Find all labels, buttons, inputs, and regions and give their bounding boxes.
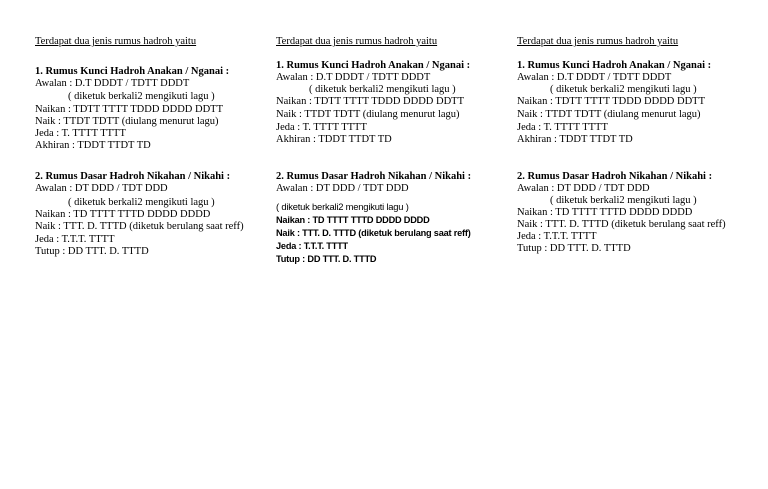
- note-line: ( diketuk berkali2 mengikuti lagu ): [68, 197, 215, 208]
- awalan-line: Awalan : D.T DDDT / TDTT DDDT: [35, 78, 190, 89]
- jeda-line: Jeda : T. TTTT TTTT: [35, 128, 126, 139]
- naikan-line: Naikan : TDTT TTTT TDDD DDDD DDTT: [35, 104, 224, 115]
- note-line: ( diketuk berkali2 mengikuti lagu ): [68, 91, 215, 102]
- akhiran-line: Akhiran : TDDT TTDT TD: [276, 134, 392, 145]
- jeda-line: Jeda : T. TTTT TTTT: [276, 122, 367, 133]
- naik-line: Naik : TTT. D. TTTD (diketuk berulang saat reff): [517, 219, 726, 230]
- intro-text: Terdapat dua jenis rumus hadroh yaitu: [276, 36, 438, 47]
- note-line: ( diketuk berkali2 mengikuti lagu ): [276, 201, 409, 212]
- naikan-line: Naikan : TD TTTT TTTD DDDD DDDD: [276, 215, 430, 225]
- section-2-heading: 2. Rumus Dasar Hadroh Nikahan / Nikahi :: [517, 171, 713, 182]
- awalan-line: Awalan : DT DDD / TDT DDD: [276, 183, 409, 194]
- naikan-line: Naikan : TDTT TTTT TDDD DDDD DDTT: [276, 96, 465, 107]
- naik-line: Naik : TTT. D. TTTD (diketuk berulang saat reff): [276, 228, 471, 238]
- jeda-line: Jeda : T.T.T. TTTT: [35, 234, 115, 245]
- intro-text: Terdapat dua jenis rumus hadroh yaitu: [35, 36, 197, 47]
- naik-line: Naik : TTDT TDTT (diulang menurut lagu): [276, 109, 460, 120]
- tutup-line: Tutup : DD TTT. D. TTTD: [276, 254, 377, 264]
- jeda-line: Jeda : T.T.T. TTTT: [517, 231, 597, 242]
- section-1-heading: 1. Rumus Kunci Hadroh Anakan / Nganai :: [35, 66, 230, 77]
- section-1-heading: 1. Rumus Kunci Hadroh Anakan / Nganai :: [276, 60, 471, 71]
- naikan-line: Naikan : TDTT TTTT TDDD DDDD DDTT: [517, 96, 706, 107]
- akhiran-line: Akhiran : TDDT TTDT TD: [517, 134, 633, 145]
- jeda-line: Jeda : T. TTTT TTTT: [517, 122, 608, 133]
- awalan-line: Awalan : D.T DDDT / TDTT DDDT: [276, 72, 431, 83]
- section-2-heading: 2. Rumus Dasar Hadroh Nikahan / Nikahi :: [35, 171, 231, 182]
- naik-line: Naik : TTDT TDTT (diulang menurut lagu): [517, 109, 701, 120]
- tutup-line: Tutup : DD TTT. D. TTTD: [35, 246, 149, 257]
- awalan-line: Awalan : DT DDD / TDT DDD: [35, 183, 168, 194]
- akhiran-line: Akhiran : TDDT TTDT TD: [35, 140, 151, 151]
- naikan-line: Naikan : TD TTTT TTTD DDDD DDDD: [517, 207, 693, 218]
- naik-line: Naik : TTDT TDTT (diulang menurut lagu): [35, 116, 219, 127]
- section-1-heading: 1. Rumus Kunci Hadroh Anakan / Nganai :: [517, 60, 712, 71]
- note-line: ( diketuk berkali2 mengikuti lagu ): [550, 84, 697, 95]
- note-line: ( diketuk berkali2 mengikuti lagu ): [550, 195, 697, 206]
- section-2-heading: 2. Rumus Dasar Hadroh Nikahan / Nikahi :: [276, 171, 472, 182]
- naikan-line: Naikan : TD TTTT TTTD DDDD DDDD: [35, 209, 211, 220]
- intro-text: Terdapat dua jenis rumus hadroh yaitu: [517, 36, 679, 47]
- awalan-line: Awalan : D.T DDDT / TDTT DDDT: [517, 72, 672, 83]
- awalan-line: Awalan : DT DDD / TDT DDD: [517, 183, 650, 194]
- naik-line: Naik : TTT. D. TTTD (diketuk berulang saat reff): [35, 221, 244, 232]
- tutup-line: Tutup : DD TTT. D. TTTD: [517, 243, 631, 254]
- note-line: ( diketuk berkali2 mengikuti lagu ): [309, 84, 456, 95]
- jeda-line: Jeda : T.T.T. TTTT: [276, 241, 348, 251]
